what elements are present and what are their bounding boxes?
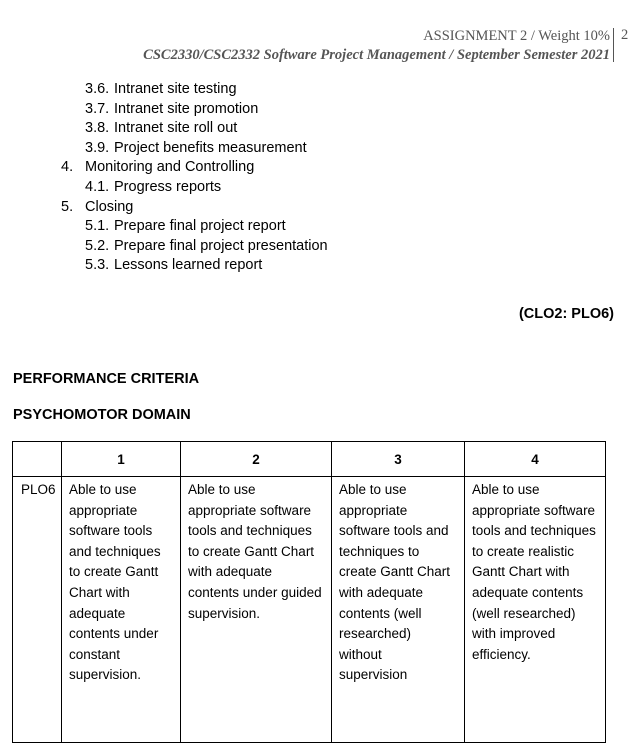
rubric-cell-line: tools and techniques: [472, 523, 596, 539]
running-header: [143, 27, 610, 64]
rubric-cell-line: Chart with: [69, 584, 130, 600]
rubric-cell-line: supervision.: [69, 667, 142, 683]
outline-item: [85, 80, 237, 99]
outline-number: 3.8.: [85, 120, 110, 137]
rubric-cell-line: with adequate: [188, 564, 273, 580]
rubric-cell-line: Able to use: [188, 482, 256, 497]
rubric-header-cell: [13, 442, 62, 477]
rubric-cell-line: (well researched): [472, 605, 576, 621]
rubric-cell-line: appropriate software: [188, 502, 312, 518]
rubric-cell-level-1: [62, 477, 181, 743]
rubric-table: [12, 441, 606, 743]
rubric-cell-line: adequate: [69, 605, 126, 621]
rubric-row-plo6: [13, 477, 606, 743]
header-divider: [613, 28, 614, 62]
outline-number: 3.6.: [85, 81, 110, 97]
rubric-cell-level-3: [332, 477, 465, 743]
rubric-cell-line: create Gantt Chart: [339, 564, 451, 580]
outline-item: [85, 119, 237, 138]
outline-item: [85, 237, 328, 256]
outline-text: Prepare final project report: [114, 218, 286, 235]
outline-number: 5.2.: [85, 237, 110, 254]
outline-text: Intranet site testing: [114, 81, 237, 97]
rubric-cell-line: with adequate: [339, 584, 424, 600]
rubric-cell-line: Able to use: [339, 482, 407, 497]
rubric-cell-line: and techniques: [69, 543, 161, 559]
rubric-cell-line: constant: [69, 646, 121, 662]
rubric-cell-line: software tools: [69, 523, 153, 539]
performance-criteria-heading: PERFORMANCE CRITERIA: [13, 371, 200, 387]
outline-item: [61, 158, 254, 177]
outline-text: Lessons learned report: [114, 257, 263, 274]
outline-text: Monitoring and Controlling: [85, 159, 255, 176]
outline-number: 4.: [61, 159, 74, 176]
rubric-cell-line: contents under guided: [188, 584, 322, 600]
rubric-row-label: PLO6: [13, 477, 62, 743]
outline-item: [85, 256, 262, 275]
outline-item: [61, 198, 133, 217]
assignment-label: ASSIGNMENT 2 / Weight 10%: [423, 28, 610, 44]
rubric-header-cell: 1: [62, 442, 181, 477]
page-number: 2: [621, 27, 629, 43]
outline-item: [85, 139, 307, 158]
outline-number: 5.3.: [85, 257, 110, 274]
rubric-cell-line: techniques to: [339, 543, 420, 559]
rubric-cell-line: to create Gantt Chart: [188, 543, 315, 559]
rubric-cell-line: supervision.: [188, 605, 261, 621]
rubric-cell-line: appropriate: [69, 502, 138, 518]
rubric-cell-line: contents (well: [339, 605, 422, 621]
outline-number: 3.7.: [85, 100, 110, 117]
outline-number: 4.1.: [85, 179, 110, 195]
rubric-cell-line: tools and techniques: [188, 523, 312, 539]
rubric-cell-line: to create Gantt: [69, 564, 159, 580]
outline-item: [85, 217, 286, 236]
rubric-cell-line: to create realistic: [472, 543, 575, 559]
outline-text: Closing: [85, 198, 134, 215]
outline-item: [85, 100, 258, 119]
outline-item: [85, 178, 221, 197]
outline-number: 5.: [61, 198, 74, 215]
rubric-cell-line: Able to use: [69, 482, 137, 497]
rubric-cell-line: with improved: [472, 626, 556, 642]
outline-number: 5.1.: [85, 218, 110, 235]
rubric-cell-line: Gantt Chart with: [472, 564, 570, 580]
outline-text: Progress reports: [114, 179, 222, 195]
outline-number: 3.9.: [85, 139, 110, 156]
course-title: CSC2330/CSC2332 Software Project Management / September Semester 2021: [143, 47, 610, 63]
rubric-cell-line: researched): [339, 626, 412, 642]
rubric-header-row: [13, 442, 606, 477]
rubric-cell-level-2: [181, 477, 332, 743]
rubric-cell-line: efficiency.: [472, 646, 531, 662]
outline-text: Intranet site roll out: [114, 120, 238, 137]
rubric-cell-line: without: [339, 646, 382, 662]
rubric-header-cell: 2: [181, 442, 332, 477]
psychomotor-domain-heading: PSYCHOMOTOR DOMAIN: [13, 407, 191, 423]
clo-tag: (CLO2: PLO6): [518, 306, 614, 322]
rubric-header-cell: 4: [465, 442, 606, 477]
rubric-cell-line: supervision: [339, 667, 408, 683]
rubric-cell-level-4: [465, 477, 606, 743]
rubric-cell-line: appropriate software: [472, 502, 596, 518]
rubric-cell-line: software tools and: [339, 523, 449, 539]
rubric-header-cell: 3: [332, 442, 465, 477]
rubric-cell-line: appropriate: [339, 502, 408, 518]
rubric-cell-line: contents under: [69, 626, 159, 642]
outline-text: Prepare final project presentation: [114, 237, 328, 254]
outline-text: Project benefits measurement: [114, 139, 307, 156]
rubric-cell-line: Able to use: [472, 482, 540, 497]
outline-text: Intranet site promotion: [114, 100, 259, 117]
rubric-cell-line: adequate contents: [472, 584, 584, 600]
